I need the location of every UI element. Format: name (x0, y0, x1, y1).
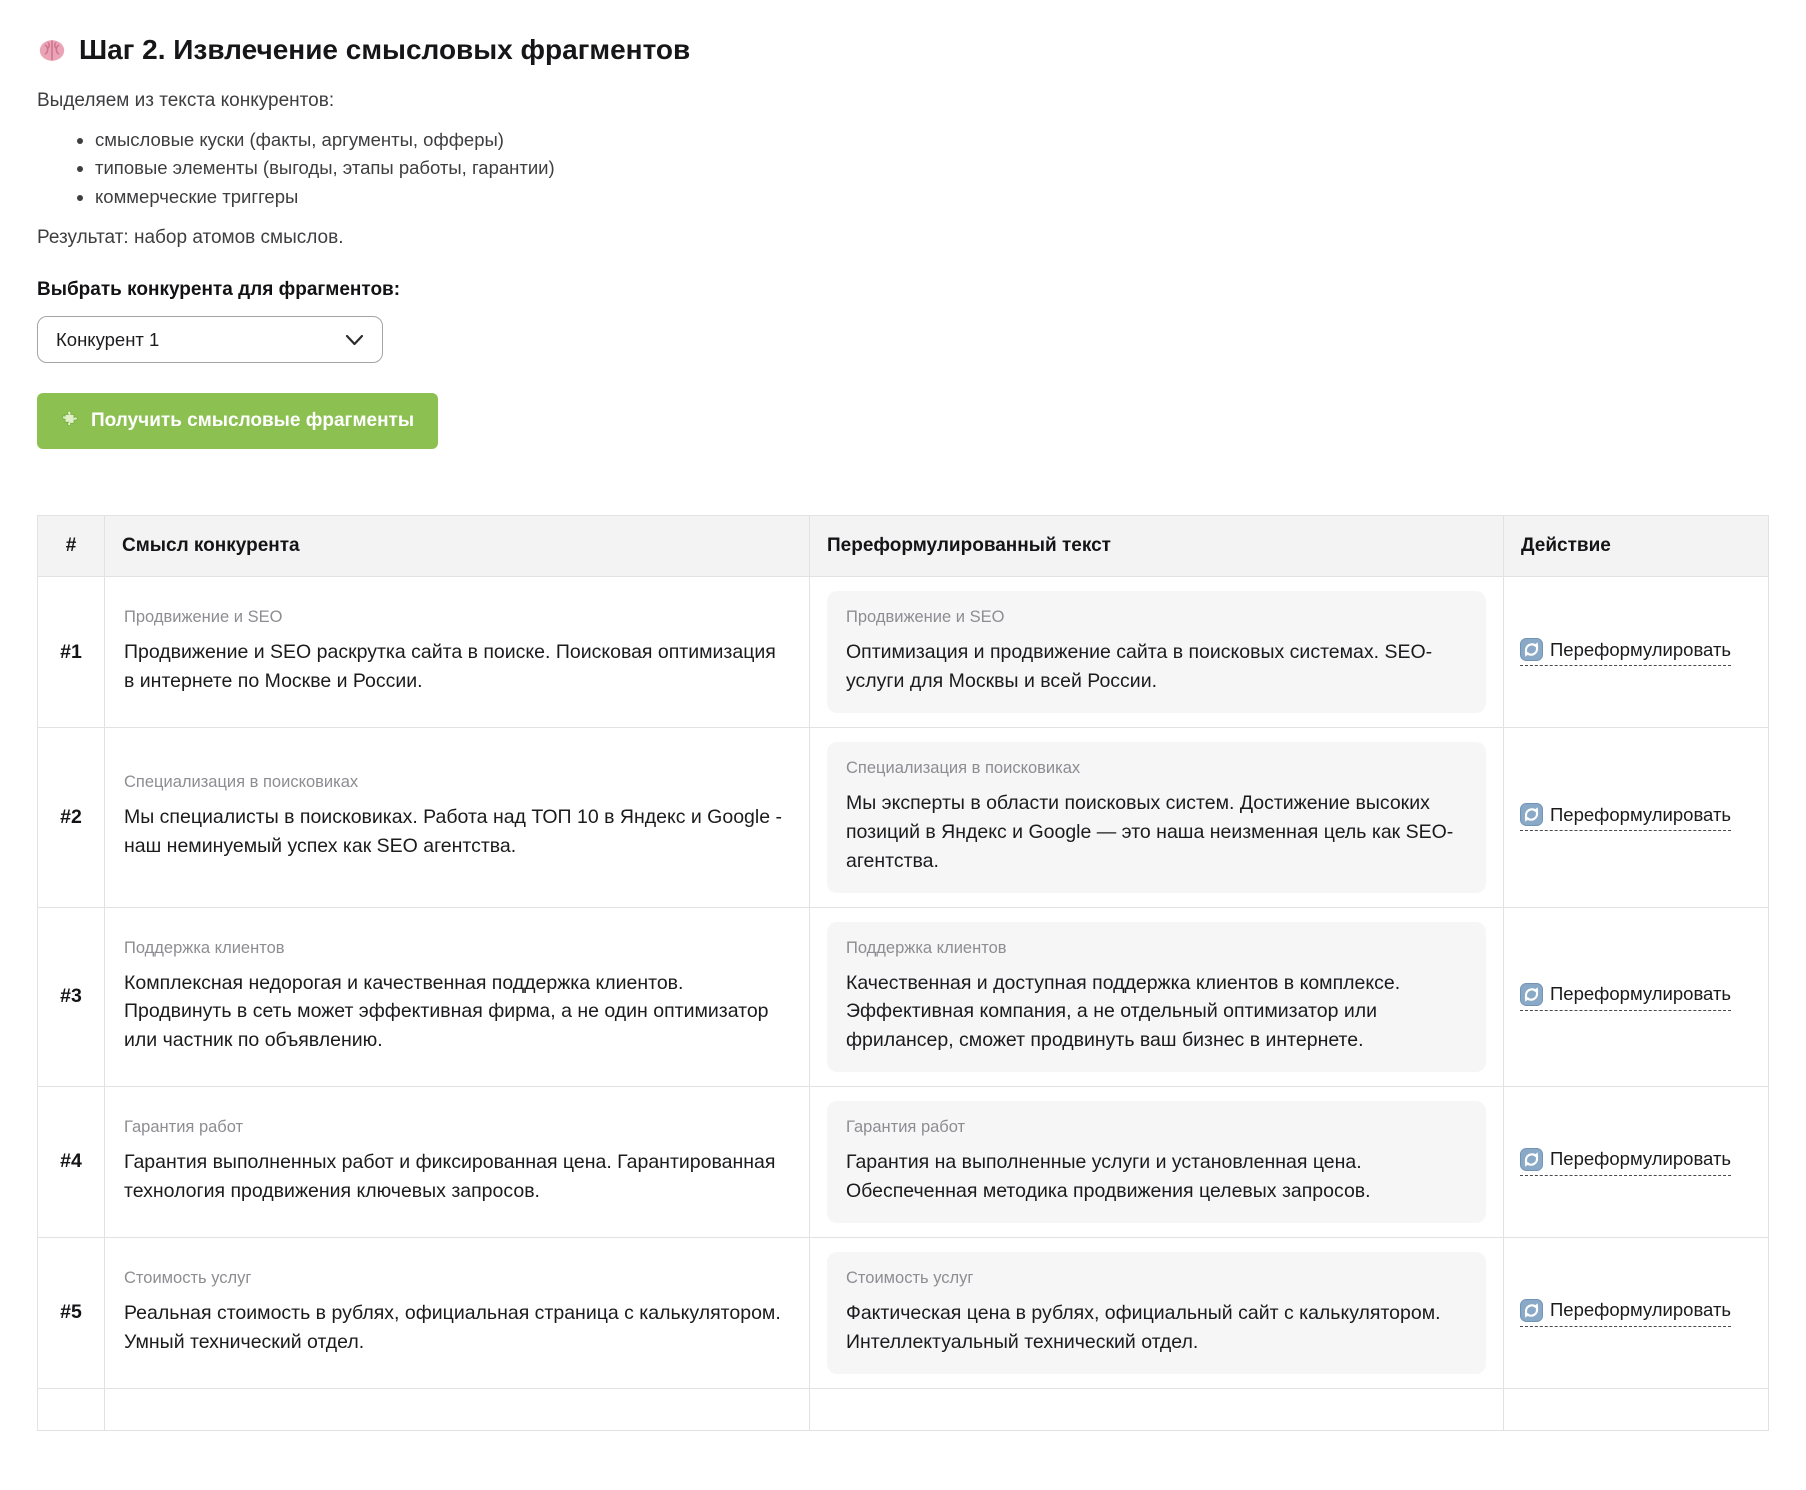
cycle-arrows-icon (1520, 983, 1543, 1006)
reformulated-card (827, 742, 1486, 893)
fragment-source-text: Продвижение и SEO раскрутка сайта в поиске. Поисковая оптимизация в интернете по Москве и России. (124, 641, 776, 693)
table-row (38, 1237, 1769, 1388)
extract-list-item: • коммерческие триггеры (95, 185, 1769, 209)
brain-icon (37, 35, 67, 65)
fragment-source-text: Реальная стоимость в рублях, официальная страница с калькулятором. Умный технический отдел. (124, 1301, 781, 1353)
reformulated-card (827, 922, 1486, 1073)
fragment-reformulated-text: Фактическая цена в рублях, официальный сайт с калькулятором. Интеллектуальный технический отдел. (846, 1301, 1441, 1353)
competitor-select[interactable] (37, 316, 383, 363)
table-row (38, 1087, 1769, 1238)
fragment-category-label: Гарантия работ (846, 1118, 966, 1137)
extract-list (37, 128, 1769, 209)
competitor-select-label: Выбрать конкурента для фрагментов: (37, 279, 401, 301)
table-row (38, 907, 1769, 1087)
fragment-category-label: Стоимость услуг (124, 1268, 252, 1287)
table-row (38, 727, 1769, 907)
result-note: Результат: набор атомов смыслов. (37, 227, 344, 249)
fragment-reformulated-text: Гарантия на выполненные услуги и установленная цена. Обеспеченная методика продвижения целевых запросов. (846, 1151, 1371, 1202)
fragment-category-label: Стоимость услуг (846, 1268, 974, 1287)
fragment-category-label: Поддержка клиентов (124, 938, 285, 957)
cycle-arrows-icon (1520, 638, 1543, 661)
cycle-arrows-icon (1520, 1299, 1543, 1322)
row-number: #3 (38, 907, 105, 1087)
fragment-category-label: Поддержка клиентов (846, 938, 1007, 957)
reformulate-button-label: Переформулировать (1550, 1148, 1732, 1170)
intro-text: Выделяем из текста конкурентов: (37, 90, 335, 111)
get-fragments-button[interactable] (37, 393, 438, 449)
cycle-arrows-icon (1520, 803, 1543, 826)
reformulate-button[interactable] (1520, 983, 1731, 1011)
get-fragments-button-label: Получить смысловые фрагменты (91, 410, 415, 432)
fragment-category-label: Гарантия работ (124, 1118, 244, 1137)
fragment-category-label: Продвижение и SEO (846, 608, 1005, 627)
reformulate-button[interactable] (1520, 638, 1731, 666)
fragment-reformulated-text: Мы эксперты в области поисковых систем. Достижение высоких позиций в Яндекс и Google — это наша неизменная цель как SEO-агентства. (846, 791, 1454, 872)
column-header-num: # (38, 516, 105, 577)
fragments-table (37, 515, 1769, 1430)
row-number: #4 (38, 1087, 105, 1238)
column-header-source: Смысл конкурента (105, 516, 810, 577)
reformulate-button-label: Переформулировать (1550, 638, 1732, 660)
fragment-category-label: Специализация в поисковиках (846, 758, 1081, 777)
reformulated-card (827, 591, 1486, 713)
table-row (38, 577, 1769, 728)
cycle-arrows-icon (1520, 1148, 1543, 1171)
table-row-partial (38, 1388, 1769, 1430)
fragment-category-label: Продвижение и SEO (124, 608, 283, 627)
row-number: #2 (38, 727, 105, 907)
reformulate-button[interactable] (1520, 1148, 1731, 1176)
extract-list-item: • типовые элементы (выгоды, этапы работы, гарантии) (95, 156, 1769, 180)
column-header-action: Действие (1504, 516, 1769, 577)
puzzle-icon (61, 408, 82, 435)
row-number: #5 (38, 1237, 105, 1388)
reformulate-button[interactable] (1520, 1299, 1731, 1327)
reformulate-button[interactable] (1520, 803, 1731, 831)
fragment-category-label: Специализация в поисковиках (124, 773, 359, 792)
reformulated-card (827, 1101, 1486, 1223)
fragment-source-text: Мы специалисты в поисковиках. Работа над ТОП 10 в Яндекс и Google - наш неминуемый успех как SEO агентства. (124, 806, 782, 858)
competitor-select-value: Конкурент 1 (56, 328, 160, 350)
table-header-row (38, 516, 1769, 577)
reformulated-card (827, 1252, 1486, 1374)
fragment-reformulated-text: Оптимизация и продвижение сайта в поисковых системах. SEO-услуги для Москвы и всей России. (846, 641, 1433, 693)
extract-list-item: • смысловые куски (факты, аргументы, офферы) (95, 128, 1769, 152)
page-title-text: Шаг 2. Извлечение смысловых фрагментов (79, 34, 691, 65)
chevron-down-icon (345, 334, 364, 346)
reformulate-button-label: Переформулировать (1550, 983, 1732, 1005)
column-header-reform: Переформулированный текст (810, 516, 1504, 577)
reformulate-button-label: Переформулировать (1550, 1299, 1732, 1321)
fragment-reformulated-text: Качественная и доступная поддержка клиентов в комплексе. Эффективная компания, а не отдельный оптимизатор или фрилансер, сможет продвинуть ваш бизнес в интернете. (846, 971, 1401, 1052)
page-title (37, 34, 1769, 66)
reformulate-button-label: Переформулировать (1550, 803, 1732, 825)
fragment-source-text: Комплексная недорогая и качественная поддержка клиентов. Продвинуть в сеть может эффективная фирма, а не один оптимизатор или частник по объявлению. (124, 971, 769, 1052)
row-number: #1 (38, 577, 105, 728)
fragment-source-text: Гарантия выполненных работ и фиксированная цена. Гарантированная технология продвижения ключевых запросов. (124, 1151, 776, 1202)
